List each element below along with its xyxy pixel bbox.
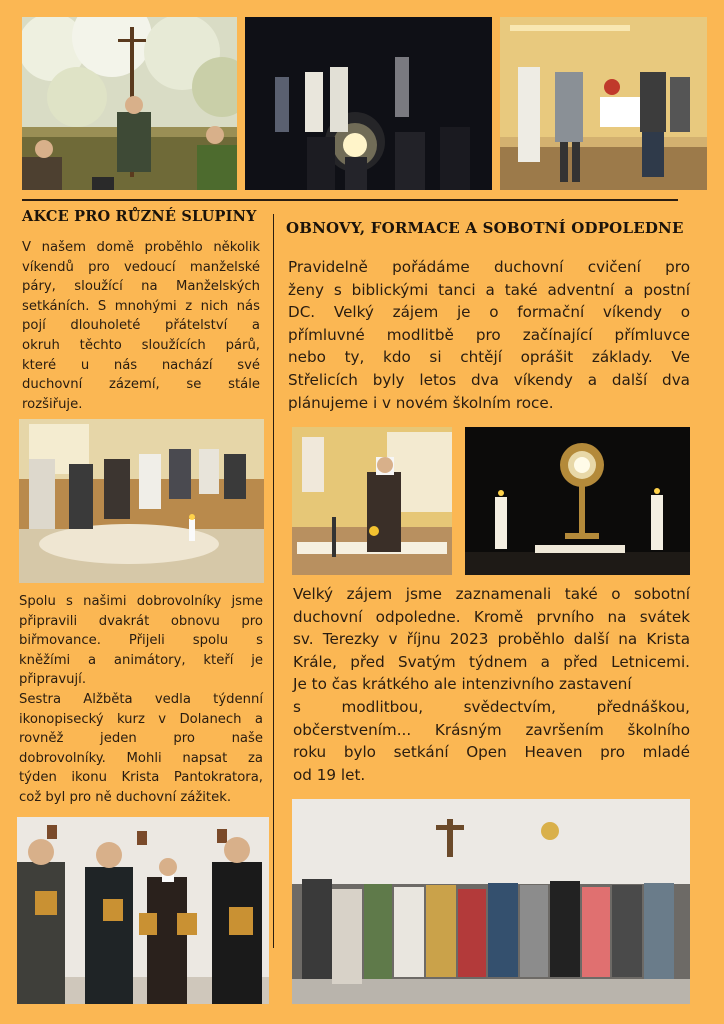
left-para2-line: ikonopisecký kurz v Dolanech a: [19, 711, 263, 727]
photo-dining-hall: [19, 419, 264, 583]
left-para2-line: připravili dvakrát obnovu pro: [19, 613, 263, 629]
photo-indoor-dance: [500, 17, 707, 190]
right-para1-line: ženy s biblickými tanci a také adventní a postní: [288, 280, 690, 299]
left-para1-line: které u nás nachází své: [22, 357, 260, 373]
left-para2-line: Spolu s našimi dobrovolníky jsme: [19, 594, 263, 609]
left-para2-line: připravují.: [19, 672, 87, 688]
photo-icon-course-group: [17, 817, 269, 1004]
right-para1-line: plánujeme i v novém školním roce.: [288, 393, 554, 412]
right-para2-line: roku bylo setkání Open Heaven pro mladé: [293, 743, 690, 762]
right-para2-line: s modlitbou, svědectvím, přednáškou,: [293, 697, 690, 716]
left-para2-line: rovněž jeden pro naše: [19, 731, 263, 747]
right-para1-line: Střelicích byly letos dva víkendy a další dva: [288, 370, 690, 389]
right-paragraph-2: [293, 583, 690, 786]
photo-chapel-talk: [292, 427, 452, 575]
right-para2-line: sv. Terezky v říjnu 2023 proběhlo další na Krista: [293, 630, 690, 649]
right-para1-line: nebo ty, kdo si chtějí oprášit základy. Ve: [288, 348, 690, 367]
left-para2-line: Sestra Alžběta vedla týdenní: [19, 691, 263, 707]
left-para2-line: dobrovolníky. Mohli napsat za: [19, 750, 263, 766]
left-paragraph-1: [22, 238, 260, 414]
left-section-heading: AKCE PRO RŮZNÉ SLUPINY: [22, 208, 257, 225]
right-para1-line: DC. Velký zájem je o formační víkendy o: [288, 303, 690, 322]
right-section-heading: OBNOVY, FORMACE A SOBOTNÍ ODPOLEDNE: [286, 219, 684, 237]
left-para2-line: týden ikonu Krista Pantokratora,: [19, 770, 263, 786]
top-divider: [22, 199, 678, 201]
right-para2-line: Je to čas krátkého ale intenzivního zastavení: [293, 675, 632, 694]
photo-night-gathering: [245, 17, 492, 190]
right-para1-line: Pravidelně pořádáme duchovní cvičení pro: [288, 258, 690, 276]
left-para1-line: páry, sloužící na Manželských: [22, 279, 260, 295]
right-para1-line: přímluvné modlitbě pro začínající přímluvce: [288, 325, 690, 344]
right-paragraph-1: [288, 256, 690, 414]
right-para2-line: občerstvením... Krásným završením školního: [293, 720, 690, 739]
right-para2-line: Krále, před Svatým týdnem a před Letnicemi.: [293, 652, 690, 671]
left-para1-line: rozšiřuje.: [22, 396, 83, 412]
left-para2-line: kněžími a animátory, kteří je: [19, 652, 263, 668]
right-para2-line: duchovní odpoledne. Kromě prvního na svátek: [293, 607, 690, 626]
left-para1-line: duchovní zázemí, se stále: [22, 377, 260, 393]
photo-open-heaven-group: [292, 799, 690, 1004]
left-para1-line: víkendů pro vedoucí manželské: [22, 259, 260, 275]
left-para2-line: což byl pro ně duchovní zážitek.: [19, 789, 232, 805]
left-para1-line: pojí dlouholeté přátelství a: [22, 318, 260, 334]
left-para1-line: setkáních. S mnohými z nich nás: [22, 298, 260, 314]
left-para1-line: V našem domě proběhlo několik: [22, 240, 260, 255]
left-para1-line: okruh těchto sloužících párů,: [22, 337, 260, 353]
photo-outdoor-procession: [22, 17, 237, 190]
left-para2-line: biřmovance. Přijeli spolu s: [19, 633, 263, 649]
left-paragraph-2: [19, 592, 263, 808]
right-para2-line: Velký zájem jsme zaznamenali také o sobotní: [293, 585, 690, 603]
right-para2-line: od 19 let.: [293, 765, 366, 784]
photo-monstrance: [465, 427, 690, 575]
column-divider: [273, 214, 274, 948]
